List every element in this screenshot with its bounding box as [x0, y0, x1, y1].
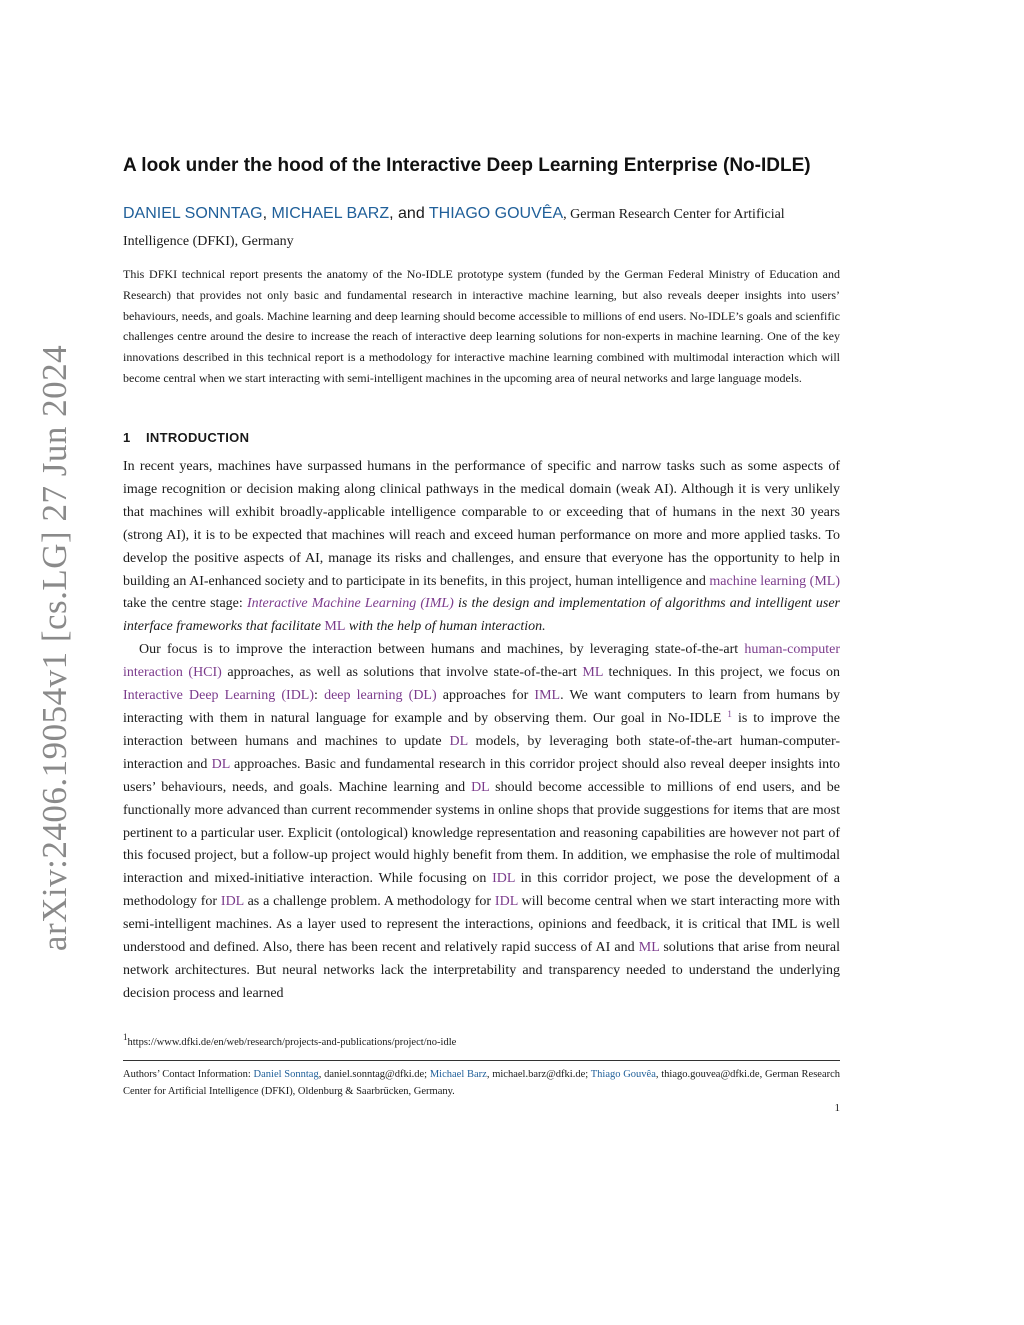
text-run: with the help of human interaction.	[345, 619, 546, 635]
text-run: approaches, as well as solutions that involve state-of-the-art	[221, 665, 583, 681]
footnote-marker-link[interactable]: 1	[727, 708, 732, 719]
text-run: In recent years, machines have surpassed humans in the performance of specific and narrow tasks such as some aspects of image recognition or decision making along clinical pathways in the medical domain (weak AI). Although it is very unlikely that machines will exhibit broadly-applicable intelligence comparable to or exceeding that of humans in the next 30 years (strong AI), it is to be expected that machines will reach and exceed human performance on more and more applied tasks. To develop the positive aspects of AI, manage its risks and challenges, and ensure that everyone has the opportunity to help in building an AI-enhanced society and to participate in its benefits, in this project, human intelligence and	[123, 459, 840, 589]
footnote-mark: 1	[123, 1032, 128, 1042]
abstract: This DFKI technical report presents the anatomy of the No-IDLE prototype system (funded by the German Federal Ministry of Education and Research) that provides not only basic and fundamental research in interactive machine learning, but also reveals deeper insights into users’ behaviours, needs, and goals. Machine learning and deep learning should become accessible to millions of end users. No-IDLE’s goals and scienfific challenges centre around the desire to increase the reach of interactive deep learning solutions for non-experts in machine learning. One of the key innovations described in this technical report is a methodology for interactive machine learning combined with multimodal interaction which will become central when we start interacting with semi-intelligent machines in the upcoming area of neural networks and large language models.	[123, 267, 840, 385]
text-run: solutions that arise from neural network architectures. But neural networks lack the interpretability and transparency needed to understand the underlying decision process and learned	[123, 940, 840, 1001]
text-run: in this corridor project, we pose the development of a methodology for	[123, 871, 840, 910]
text-run: :	[314, 688, 325, 704]
acronym-link-dl[interactable]: DL	[449, 733, 468, 749]
acronym-link-iml[interactable]: IML	[534, 688, 561, 704]
author-contact-info	[123, 1066, 840, 1100]
page-number: 1	[834, 1102, 840, 1114]
section-title: INTRODUCTION	[146, 430, 250, 445]
body-text	[123, 456, 840, 1006]
text-run: take the centre stage:	[123, 596, 247, 612]
text-run: approaches for	[436, 688, 535, 704]
paragraph-2	[123, 639, 840, 1006]
acronym-link-idl[interactable]: IDL	[494, 894, 518, 910]
text-run: should become accessible to millions of end users, and be functionally more advanced than current recommender systems in online shops that provide suggestions for items that are most pertinent to a particular user. Explicit (ontological) knowledge representation and reasoning capabilities are however not part of this focused project, but a follow-up project would highly benefit from them. In addition, we emphasise the role of multimodal interaction and mixed-initiative interaction. While focusing on	[123, 779, 840, 887]
section-number: 1	[123, 430, 131, 445]
text-run: is to improve the interaction between humans and machines to update	[123, 710, 840, 749]
paragraph-1	[123, 456, 840, 639]
text-run: will become central when we start interacting more with semi-intelligent machines. As a layer used to represent the interactions, opinions and feedback, it is critical that IML is well understood and defined. Also, there has been recent and relatively rapid success of AI and	[123, 894, 840, 956]
paper-title: A look under the hood of the Interactive Deep Learning Enterprise (No-IDLE)	[123, 155, 811, 176]
acronym-link-dl[interactable]: DL	[211, 756, 230, 772]
footnote-url-link[interactable]: https://www.dfki.de/en/web/research/projects-and-publications/project/no-idle	[127, 1037, 457, 1048]
text-run: . We want computers to learn from humans by interacting with them in natural language for example and by observing them. Our goal in No-IDLE	[123, 688, 840, 726]
acronym-link-idl[interactable]: IDL	[220, 894, 244, 910]
text-run: techniques. In this project, we focus on	[602, 665, 841, 681]
section-heading	[123, 430, 249, 445]
acronym-link-dl[interactable]: DL	[471, 779, 490, 795]
author-separator: , and	[389, 205, 429, 222]
acronym-link-idl[interactable]: Interactive Deep Learning (IDL)	[123, 688, 315, 704]
acronym-link-ml[interactable]: ML	[582, 665, 603, 681]
text-run: is the design and implementation of algorithms and intelligent user interface frameworks that facilitate	[123, 596, 841, 635]
text-run: , daniel.sonntag@dfki.de;	[318, 1069, 430, 1080]
text-run: models, by leveraging both state-of-the-art human-computer-interaction and	[123, 733, 840, 772]
author-link-sonntag[interactable]: DANIEL SONNTAG	[123, 205, 263, 222]
acronym-link-hci[interactable]: human-computer interaction (HCI)	[123, 642, 840, 681]
acronym-link-idl[interactable]: IDL	[492, 871, 515, 887]
footer-divider	[123, 1060, 840, 1061]
contact-link-sonntag[interactable]: Daniel Sonntag	[253, 1069, 319, 1080]
acronym-link-ml[interactable]: machine learning (ML)	[709, 573, 840, 589]
footnote	[123, 1032, 840, 1048]
author-line	[123, 200, 840, 255]
acronym-link-iml[interactable]: Interactive Machine Learning (IML)	[246, 596, 454, 612]
author-link-barz[interactable]: MICHAEL BARZ	[271, 205, 390, 222]
text-run: as a challenge problem. A methodology for	[243, 894, 495, 910]
text-run: approaches. Basic and fundamental research in this corridor project should also reveal deeper insights into users’ behaviours, needs, and goals. Machine learning and	[123, 756, 840, 795]
author-link-gouvea[interactable]: THIAGO GOUVÊA	[428, 205, 564, 222]
author-affiliation: , German Research Center for Artificial Intelligence (DFKI), Germany	[123, 207, 785, 249]
text-run: , thiago.gouvea@dfki.de, German Research Center for Artificial Intelligence (DFKI), Oldenburg & Saarbrücken, Germany.	[123, 1069, 841, 1097]
arxiv-identifier: arXiv:2406.19054v1 [cs.LG] 27 Jun 2024	[35, 344, 74, 952]
acronym-link-dl[interactable]: deep learning (DL)	[324, 688, 437, 704]
contact-link-barz[interactable]: Michael Barz	[429, 1069, 487, 1080]
contact-link-gouvea[interactable]: Thiago Gouvêa	[590, 1069, 656, 1080]
text-run: Our focus is to improve the interaction between humans and machines, by leveraging state-of-the-art	[139, 642, 745, 658]
text-run: Authors’ Contact Information:	[123, 1069, 254, 1080]
text-run: , michael.barz@dfki.de;	[486, 1069, 591, 1080]
acronym-link-ml[interactable]: ML	[324, 619, 346, 635]
acronym-link-ml[interactable]: ML	[638, 940, 660, 956]
author-separator: ,	[262, 205, 272, 222]
